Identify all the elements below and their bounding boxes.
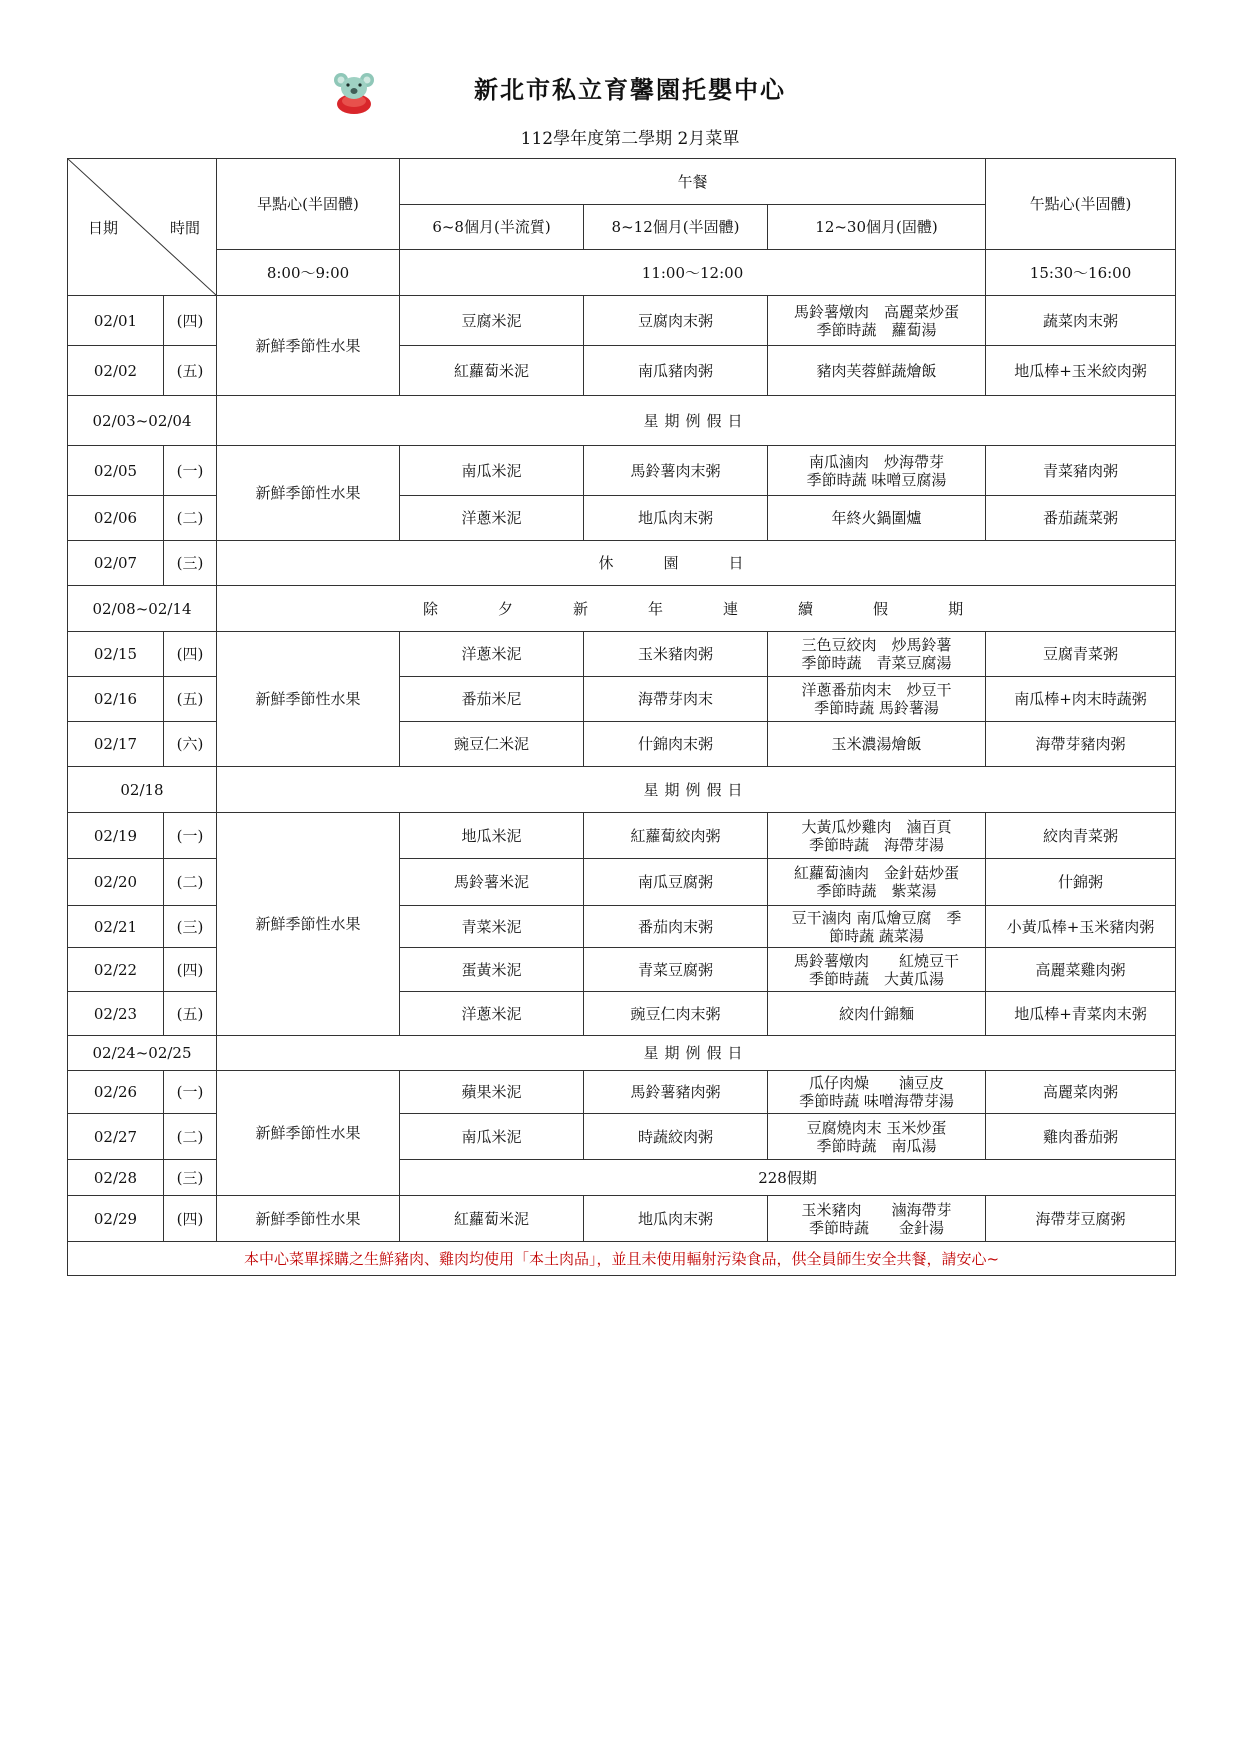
table-row-weekend <box>68 767 1176 813</box>
row-day: (四) <box>164 632 217 677</box>
row-day: (五) <box>164 677 217 722</box>
menu-8-12: 什錦肉末粥 <box>584 722 768 767</box>
menu-12-30-line2: 季節時蔬 味噌海帶芽湯 <box>799 1092 954 1110</box>
menu-6-8: 南瓜米泥 <box>400 1114 584 1160</box>
col-6-8-header: 6~8個月(半流質) <box>400 205 584 250</box>
morning-fruit: 新鮮季節性水果 <box>217 813 400 1036</box>
row-day: (三) <box>164 541 217 586</box>
menu-afternoon: 高麗菜肉粥 <box>986 1071 1176 1114</box>
row-date: 02/29 <box>68 1196 164 1242</box>
newyear-char: 期 <box>948 599 970 618</box>
row-date: 02/02 <box>68 346 164 396</box>
menu-12-30-line1: 豆干滷肉 南瓜燴豆腐 季 <box>791 908 962 927</box>
menu-12-30: 豬肉芙蓉鮮蔬燴飯 <box>768 346 986 396</box>
row-day: (二) <box>164 496 217 541</box>
newyear-char: 連 <box>723 599 745 618</box>
time-morning: 8:00～9:00 <box>217 250 400 296</box>
menu-afternoon: 青菜豬肉粥 <box>986 446 1176 496</box>
row-date: 02/01 <box>68 296 164 346</box>
table-row-newyear <box>68 586 1176 632</box>
row-date: 02/22 <box>68 948 164 992</box>
newyear-char: 夕 <box>497 599 519 618</box>
menu-12-30-line1: 三色豆絞肉 炒馬鈴薯 <box>801 636 952 654</box>
menu-8-12: 紅蘿蔔絞肉粥 <box>584 813 768 859</box>
menu-12-30-line1: 馬鈴薯燉肉 高麗菜炒蛋 <box>794 302 960 321</box>
menu-8-12: 時蔬絞肉粥 <box>584 1114 768 1160</box>
menu-8-12: 南瓜豆腐粥 <box>584 859 768 906</box>
menu-12-30-line2: 節時蔬 蔬菜湯 <box>829 926 924 945</box>
menu-6-8: 洋蔥米泥 <box>400 992 584 1036</box>
menu-12-30-line2: 季節時蔬 味噌豆腐湯 <box>806 470 947 489</box>
weekend-label: 星期例假日 <box>217 1036 1176 1071</box>
morning-fruit: 新鮮季節性水果 <box>217 1071 400 1196</box>
morning-fruit: 新鮮季節性水果 <box>217 1196 400 1242</box>
table-row-weekend <box>68 396 1176 446</box>
newyear-holiday-label <box>217 586 1176 632</box>
row-day: (二) <box>164 1114 217 1160</box>
time-afternoon: 15:30～16:00 <box>986 250 1176 296</box>
menu-afternoon: 小黃瓜棒+玉米豬肉粥 <box>986 906 1176 948</box>
menu-12-30-line1: 洋蔥番茄肉末 炒豆干 <box>801 681 952 699</box>
menu-afternoon: 雞肉番茄粥 <box>986 1114 1176 1160</box>
col-12-30-header: 12~30個月(固體) <box>768 205 986 250</box>
menu-12-30-line1: 玉米豬肉 滷海帶芽 <box>801 1200 952 1219</box>
menu-12-30: 玉米濃湯燴飯 <box>768 722 986 767</box>
menu-8-12: 地瓜肉末粥 <box>584 1196 768 1242</box>
menu-afternoon: 南瓜棒+肉末時蔬粥 <box>986 677 1176 722</box>
corner-date-label: 日期 <box>88 219 119 237</box>
row-date-range: 02/18 <box>68 767 217 813</box>
morning-fruit: 新鮮季節性水果 <box>217 632 400 767</box>
row-date: 02/06 <box>68 496 164 541</box>
menu-12-30-line2: 季節時蔬 南瓜湯 <box>816 1136 937 1155</box>
page-subtitle: 112學年度第二學期 2月菜單 <box>520 129 740 149</box>
menu-12-30 <box>768 1071 986 1114</box>
corner-time-label: 時間 <box>170 219 201 237</box>
menu-afternoon: 絞肉青菜粥 <box>986 813 1176 859</box>
menu-afternoon: 海帶芽豬肉粥 <box>986 722 1176 767</box>
header-row-3 <box>68 250 1176 296</box>
menu-afternoon: 豆腐青菜粥 <box>986 632 1176 677</box>
menu-afternoon: 地瓜棒+玉米絞肉粥 <box>986 346 1176 396</box>
menu-6-8: 蘋果米泥 <box>400 1071 584 1114</box>
menu-6-8: 蛋黃米泥 <box>400 948 584 992</box>
footer-note: 本中心菜單採購之生鮮豬肉、雞肉均使用「本土肉品」，並且未使用輻射污染食品，供全員師生安全共餐，請安心~ <box>68 1242 1176 1276</box>
menu-8-12: 海帶芽肉末 <box>584 677 768 722</box>
menu-afternoon: 地瓜棒+青菜肉末粥 <box>986 992 1176 1036</box>
weekend-label: 星期例假日 <box>217 767 1176 813</box>
menu-8-12: 馬鈴薯豬肉粥 <box>584 1071 768 1114</box>
row-day: (四) <box>164 1196 217 1242</box>
menu-8-12: 玉米豬肉粥 <box>584 632 768 677</box>
menu-12-30: 年終火鍋圍爐 <box>768 496 986 541</box>
table-row <box>68 296 1176 346</box>
table-row-weekend <box>68 1036 1176 1071</box>
row-date: 02/05 <box>68 446 164 496</box>
menu-afternoon: 什錦粥 <box>986 859 1176 906</box>
row-day: (一) <box>164 1071 217 1114</box>
menu-12-30 <box>768 1114 986 1160</box>
row-date-range: 02/08~02/14 <box>68 586 217 632</box>
holiday-228-label: 228假期 <box>400 1160 1176 1196</box>
menu-6-8: 紅蘿蔔米泥 <box>400 1196 584 1242</box>
header-row-1 <box>68 159 1176 205</box>
menu-12-30 <box>768 296 986 346</box>
row-day: (三) <box>164 906 217 948</box>
row-date: 02/19 <box>68 813 164 859</box>
menu-6-8: 馬鈴薯米泥 <box>400 859 584 906</box>
menu-12-30-line2: 季節時蔬 大黃瓜湯 <box>809 969 945 988</box>
menu-12-30 <box>768 677 986 722</box>
newyear-char: 除 <box>422 599 444 618</box>
row-day: (六) <box>164 722 217 767</box>
menu-6-8: 地瓜米泥 <box>400 813 584 859</box>
row-date: 02/21 <box>68 906 164 948</box>
menu-12-30 <box>768 1196 986 1242</box>
row-day: (一) <box>164 446 217 496</box>
col-afternoon-header: 午點心(半固體) <box>986 159 1176 250</box>
row-day: (五) <box>164 992 217 1036</box>
col-lunch-header: 午餐 <box>400 159 986 205</box>
menu-6-8: 南瓜米泥 <box>400 446 584 496</box>
menu-afternoon: 蔬菜肉末粥 <box>986 296 1176 346</box>
row-date-range: 02/03~02/04 <box>68 396 217 446</box>
menu-12-30-line1: 豆腐燒肉末 玉米炒蛋 <box>806 1118 947 1137</box>
menu-12-30-line2: 季節時蔬 馬鈴薯湯 <box>814 699 939 717</box>
menu-12-30-line2: 季節時蔬 青菜豆腐湯 <box>801 654 952 672</box>
menu-6-8: 洋蔥米泥 <box>400 632 584 677</box>
closed-day-label: 休園日 <box>217 541 1176 586</box>
time-lunch: 11:00～12:00 <box>400 250 986 296</box>
menu-6-8: 豆腐米泥 <box>400 296 584 346</box>
menu-12-30-line1: 大黃瓜炒雞肉 滷百頁 <box>801 817 952 836</box>
table-row <box>68 1196 1176 1242</box>
table-row <box>68 813 1176 859</box>
row-date: 02/16 <box>68 677 164 722</box>
footer-row <box>68 1242 1176 1276</box>
row-date: 02/15 <box>68 632 164 677</box>
col-morning-header: 早點心(半固體) <box>217 159 400 250</box>
menu-12-30 <box>768 813 986 859</box>
menu-6-8: 青菜米泥 <box>400 906 584 948</box>
page-title: 新北市私立育馨園托嬰中心 <box>474 76 786 104</box>
menu-8-12: 南瓜豬肉粥 <box>584 346 768 396</box>
row-date: 02/23 <box>68 992 164 1036</box>
row-date: 02/28 <box>68 1160 164 1196</box>
menu-12-30-line1: 馬鈴薯燉肉 紅燒豆干 <box>794 951 960 970</box>
menu-8-12: 豌豆仁肉末粥 <box>584 992 768 1036</box>
weekend-label: 星期例假日 <box>217 396 1176 446</box>
row-date: 02/17 <box>68 722 164 767</box>
menu-12-30-line2: 季節時蔬 金針湯 <box>809 1218 945 1237</box>
row-date: 02/07 <box>68 541 164 586</box>
menu-12-30 <box>768 446 986 496</box>
newyear-char: 假 <box>873 599 895 618</box>
row-date: 02/27 <box>68 1114 164 1160</box>
menu-12-30 <box>768 906 986 948</box>
menu-8-12: 豆腐肉末粥 <box>584 296 768 346</box>
menu-12-30-line1: 南瓜滷肉 炒海帶芽 <box>809 452 945 471</box>
table-row <box>68 446 1176 496</box>
menu-6-8: 豌豆仁米泥 <box>400 722 584 767</box>
menu-12-30-line1: 瓜仔肉燥 滷豆皮 <box>809 1074 945 1092</box>
page-header <box>0 0 1240 150</box>
menu-12-30 <box>768 948 986 992</box>
table-row <box>68 632 1176 677</box>
menu-table <box>67 158 1176 1276</box>
menu-afternoon: 高麗菜雞肉粥 <box>986 948 1176 992</box>
morning-fruit: 新鮮季節性水果 <box>217 446 400 541</box>
row-day: (二) <box>164 859 217 906</box>
menu-12-30-line2: 季節時蔬 海帶芽湯 <box>809 835 945 854</box>
corner-cell <box>68 159 217 296</box>
row-day: (四) <box>164 296 217 346</box>
menu-8-12: 番茄肉末粥 <box>584 906 768 948</box>
menu-12-30 <box>768 859 986 906</box>
row-date-range: 02/24~02/25 <box>68 1036 217 1071</box>
col-8-12-header: 8~12個月(半固體) <box>584 205 768 250</box>
menu-12-30-line1: 紅蘿蔔滷肉 金針菇炒蛋 <box>794 864 960 882</box>
morning-fruit: 新鮮季節性水果 <box>217 296 400 396</box>
menu-6-8: 紅蘿蔔米泥 <box>400 346 584 396</box>
menu-6-8: 番茄米尼 <box>400 677 584 722</box>
menu-12-30-line2: 季節時蔬 蘿蔔湯 <box>816 320 937 339</box>
menu-8-12: 馬鈴薯肉末粥 <box>584 446 768 496</box>
newyear-char: 續 <box>798 599 820 618</box>
row-day: (四) <box>164 948 217 992</box>
table-row-closed <box>68 541 1176 586</box>
row-day: (五) <box>164 346 217 396</box>
table-row <box>68 1071 1176 1114</box>
newyear-char: 年 <box>648 599 670 618</box>
newyear-char: 新 <box>572 599 594 618</box>
row-day: (三) <box>164 1160 217 1196</box>
menu-12-30 <box>768 632 986 677</box>
menu-afternoon: 海帶芽豆腐粥 <box>986 1196 1176 1242</box>
menu-6-8: 洋蔥米泥 <box>400 496 584 541</box>
menu-12-30: 絞肉什錦麵 <box>768 992 986 1036</box>
menu-8-12: 地瓜肉末粥 <box>584 496 768 541</box>
row-date: 02/20 <box>68 859 164 906</box>
row-date: 02/26 <box>68 1071 164 1114</box>
row-day: (一) <box>164 813 217 859</box>
menu-12-30-line2: 季節時蔬 紫菜湯 <box>816 882 937 900</box>
menu-8-12: 青菜豆腐粥 <box>584 948 768 992</box>
menu-afternoon: 番茄蔬菜粥 <box>986 496 1176 541</box>
